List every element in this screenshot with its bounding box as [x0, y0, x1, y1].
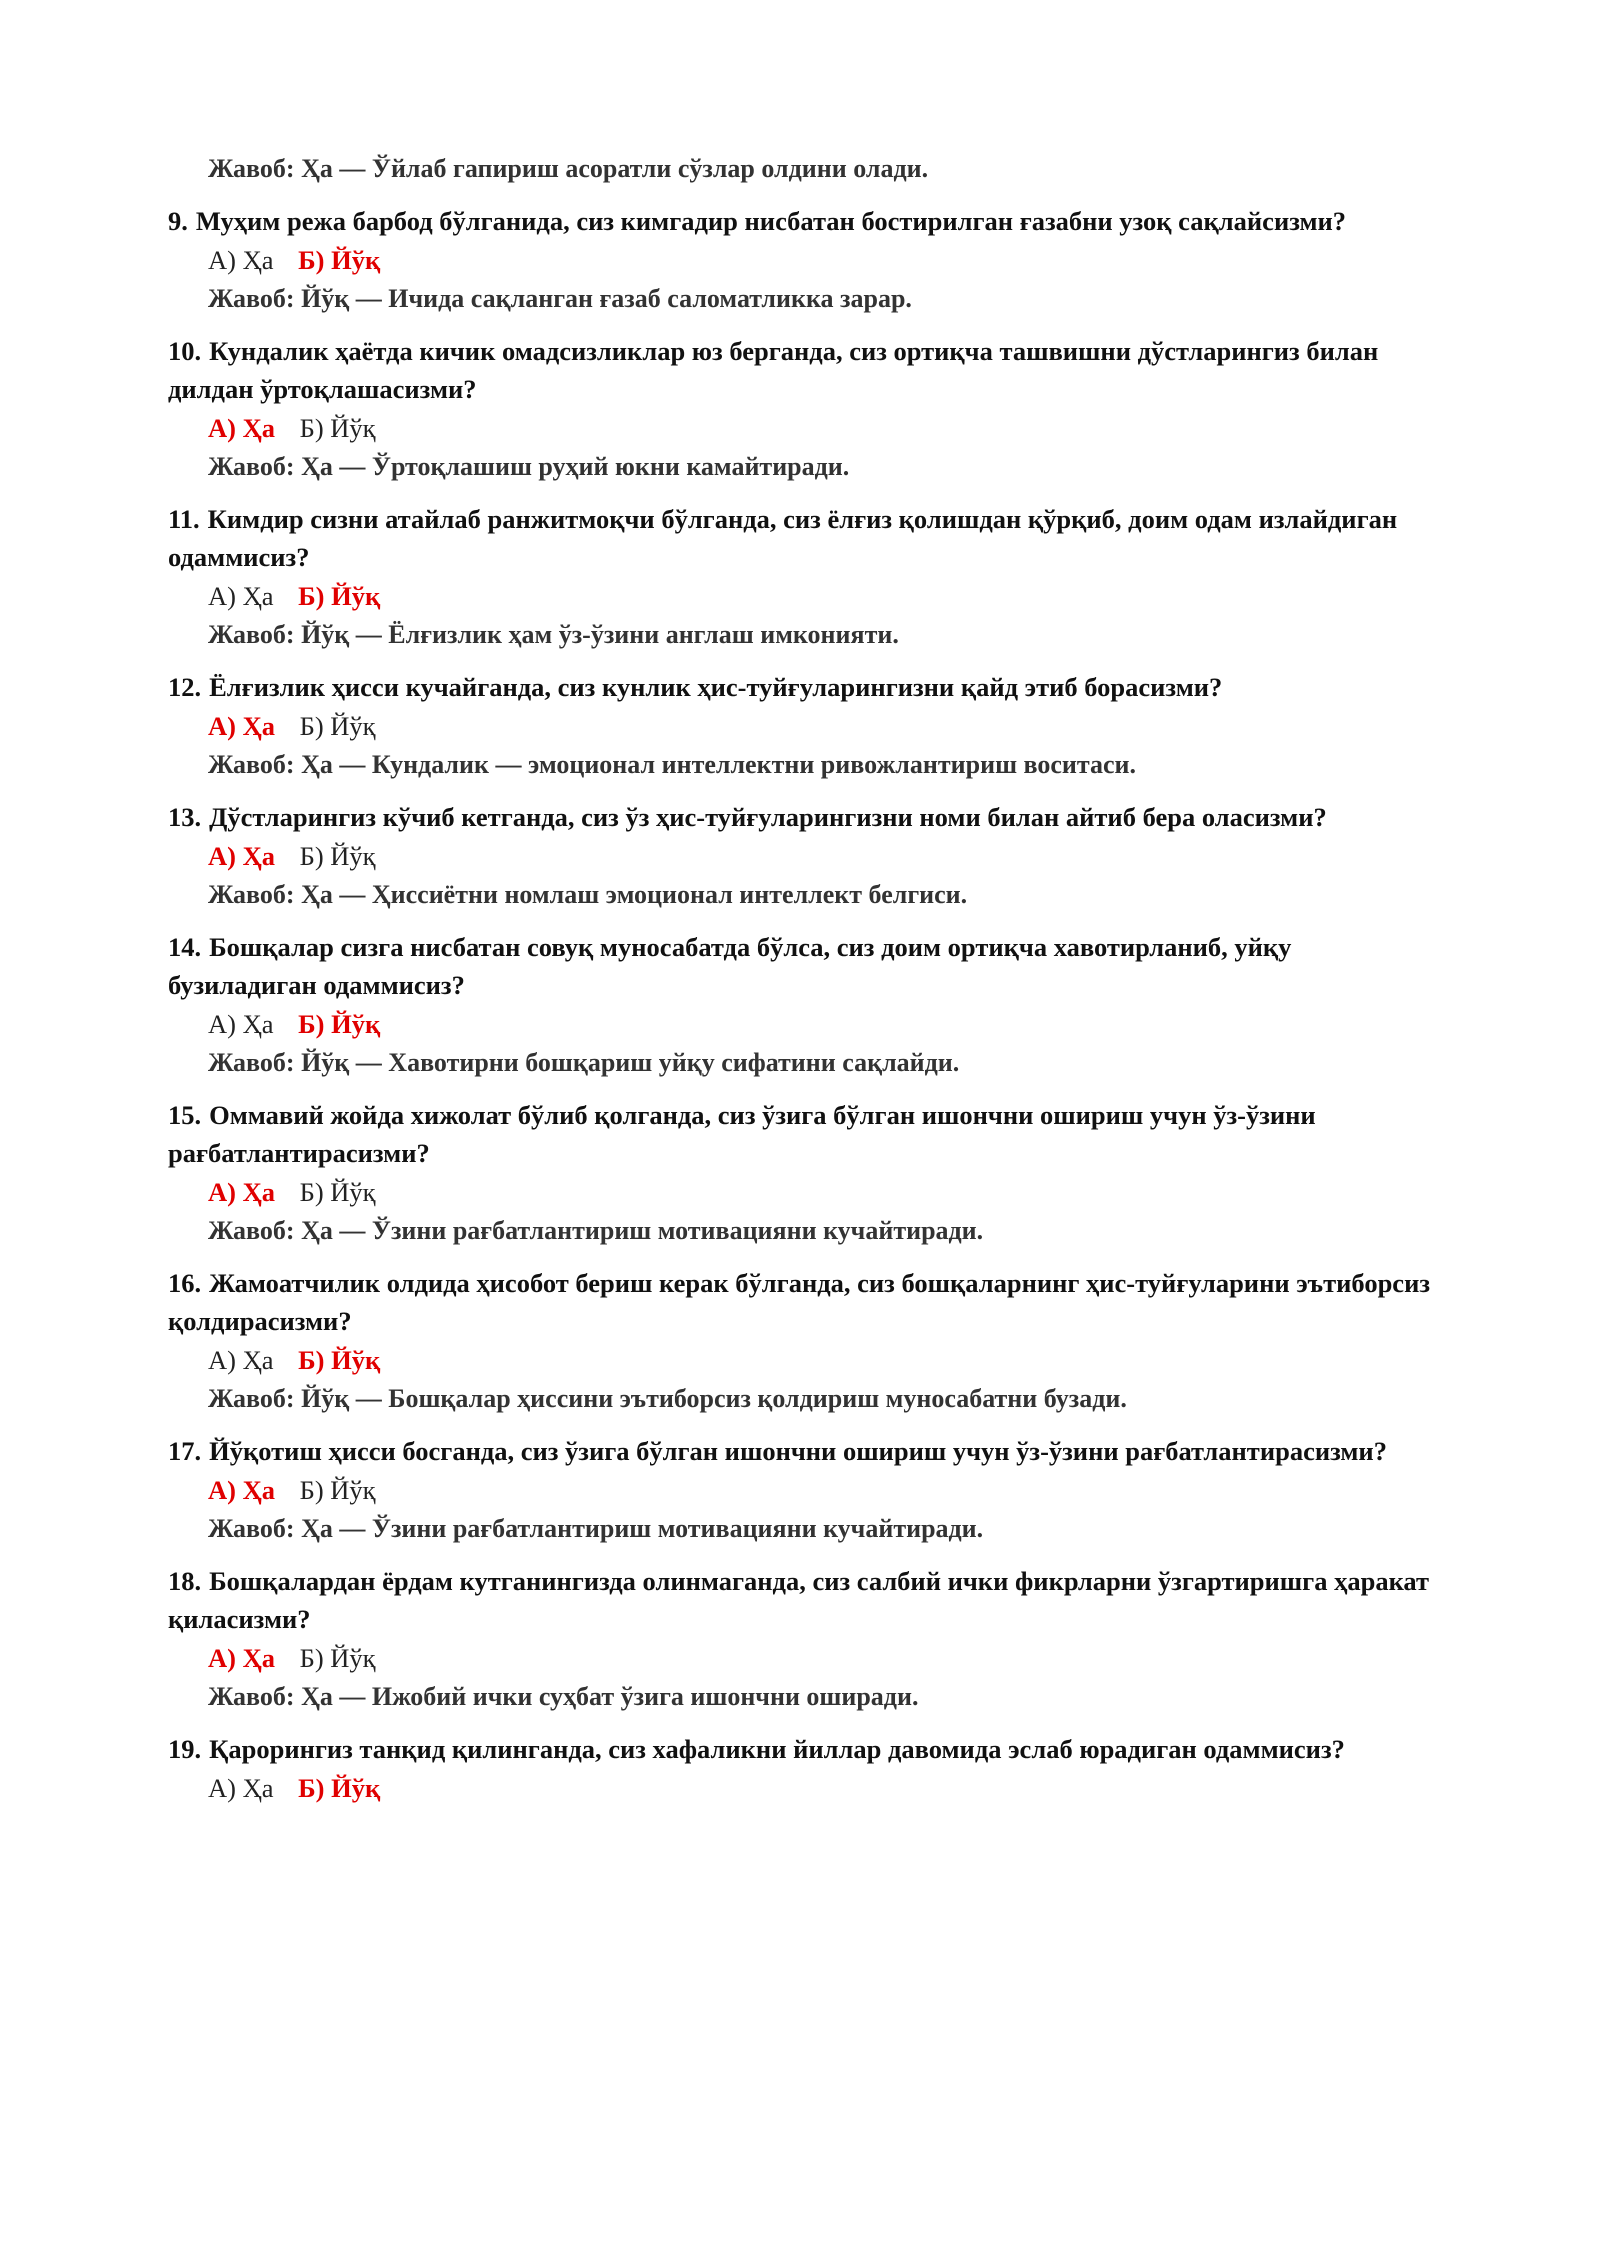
options-row: [208, 1172, 1440, 1212]
option-a[interactable]: А) Ҳа: [208, 413, 275, 443]
question-number: 10.: [168, 336, 202, 366]
options-row: [208, 408, 1440, 448]
option-a[interactable]: А) Ҳа: [208, 1773, 274, 1803]
question-text: [168, 500, 1440, 576]
question-text: [168, 1562, 1440, 1638]
question-text: [168, 928, 1440, 1004]
option-a[interactable]: А) Ҳа: [208, 841, 275, 871]
answer-line: Жавоб: Йўқ — Ичида сақланган ғазаб саломатликка зарар.: [208, 284, 912, 313]
option-b[interactable]: Б) Йўқ: [299, 413, 376, 443]
question-body: Кундалик ҳаётда кичик омадсизликлар юз берганда, сиз ортиқча ташвишни дўстларингиз билан дилдан ўртоқлашасизми?: [168, 336, 1379, 404]
question-item: [168, 1096, 1440, 1250]
question-item: [168, 1264, 1440, 1418]
options-row: [208, 576, 1440, 616]
question-body: Дўстларингиз кўчиб кетганда, сиз ўз ҳис-туйғуларингизни номи билан айтиб бера оласизми?: [209, 802, 1327, 832]
question-body: Қарорингиз танқид қилинганда, сиз хафаликни йиллар давомида эслаб юрадиган одаммисиз?: [209, 1734, 1345, 1764]
option-a[interactable]: А) Ҳа: [208, 581, 274, 611]
question-item: [168, 928, 1440, 1082]
options-row: [208, 1470, 1440, 1510]
options-row: [208, 1768, 1440, 1808]
option-a[interactable]: А) Ҳа: [208, 1345, 274, 1375]
option-b[interactable]: Б) Йўқ: [298, 1009, 381, 1039]
option-b[interactable]: Б) Йўқ: [299, 841, 376, 871]
options-row: [208, 1340, 1440, 1380]
option-b[interactable]: Б) Йўқ: [298, 1345, 381, 1375]
question-item: [168, 1562, 1440, 1716]
options-row: [208, 1638, 1440, 1678]
answer-line: Жавоб: Ҳа — Ўртоқлашиш руҳий юкни камайтиради.: [208, 452, 850, 481]
question-body: Жамоатчилик олдида ҳисобот бериш керак бўлганда, сиз бошқаларнинг ҳис-туйғуларини эътиборсиз қолдирасизми?: [168, 1268, 1430, 1336]
question-item: [168, 1730, 1440, 1808]
question-number: 15.: [168, 1100, 202, 1130]
option-a[interactable]: А) Ҳа: [208, 1009, 274, 1039]
question-body: Муҳим режа барбод бўлганида, сиз кимгадир нисбатан бостирилган ғазабни узоқ сақлайсизми?: [195, 206, 1347, 236]
option-b[interactable]: Б) Йўқ: [299, 711, 376, 741]
options-row: [208, 1004, 1440, 1044]
option-a[interactable]: А) Ҳа: [208, 1177, 275, 1207]
options-row: [208, 706, 1440, 746]
question-number: 11.: [168, 504, 200, 534]
question-item: [168, 202, 1440, 318]
question-number: 19.: [168, 1734, 202, 1764]
option-a[interactable]: А) Ҳа: [208, 1475, 275, 1505]
answer-line: Жавоб: Ҳа — Кундалик — эмоционал интеллектни ривожлантириш воситаси.: [208, 750, 1137, 779]
question-number: 14.: [168, 932, 202, 962]
option-a[interactable]: А) Ҳа: [208, 711, 275, 741]
question-item: [168, 798, 1440, 914]
question-item: [168, 500, 1440, 654]
option-b[interactable]: Б) Йўқ: [298, 1773, 381, 1803]
answer-line: Жавоб: Ҳа — Ўзини рағбатлантириш мотивацияни кучайтиради.: [208, 1216, 984, 1245]
question-body: Бошқалар сизга нисбатан совуқ муносабатда бўлса, сиз доим ортиқча хавотирланиб, уйқу бузиладиган одаммисиз?: [168, 932, 1292, 1000]
question-text: [168, 1432, 1440, 1470]
question-list: [168, 202, 1440, 1808]
question-number: 16.: [168, 1268, 202, 1298]
question-number: 12.: [168, 672, 202, 702]
question-number: 17.: [168, 1436, 202, 1466]
question-item: [168, 332, 1440, 486]
answer-line: Жавоб: Ҳа — Ижобий ички суҳбат ўзига ишончни оширади.: [208, 1682, 919, 1711]
answer-line-q8: Жавоб: Ҳа — Ўйлаб гапириш асоратли сўзлар олдини олади.: [208, 154, 929, 183]
question-body: Кимдир сизни атайлаб ранжитмоқчи бўлганда, сиз ёлғиз қолишдан қўрқиб, доим одам излайдиган одаммисиз?: [168, 504, 1398, 572]
question-body: Йўқотиш ҳисси босганда, сиз ўзига бўлган ишончни ошириш учун ўз-ўзини рағбатлантирасизми?: [209, 1436, 1387, 1466]
question-text: [168, 1730, 1440, 1768]
question-body: Оммавий жойда хижолат бўлиб қолганда, сиз ўзига бўлган ишончни ошириш учун ўз-ўзини рағбатлантирасизми?: [168, 1100, 1316, 1168]
answer-line: Жавоб: Йўқ — Бошқалар ҳиссини эътиборсиз қолдириш муносабатни бузади.: [208, 1384, 1127, 1413]
options-row: [208, 836, 1440, 876]
option-a[interactable]: А) Ҳа: [208, 245, 274, 275]
question-text: [168, 332, 1440, 408]
question-text: [168, 798, 1440, 836]
question-body: Бошқалардан ёрдам кутганингизда олинмаганда, сиз салбий ички фикрларни ўзгартиришга ҳаракат қиласизми?: [168, 1566, 1430, 1634]
option-b[interactable]: Б) Йўқ: [298, 581, 381, 611]
question-number: 13.: [168, 802, 202, 832]
question-number: 18.: [168, 1566, 202, 1596]
question-body: Ёлғизлик ҳисси кучайганда, сиз кунлик ҳис-туйғуларингизни қайд этиб борасизми?: [209, 672, 1223, 702]
question-text: [168, 1096, 1440, 1172]
question-text: [168, 202, 1440, 240]
question-text: [168, 1264, 1440, 1340]
options-row: [208, 240, 1440, 280]
question-item: [168, 1432, 1440, 1548]
question-text: [168, 668, 1440, 706]
option-b[interactable]: Б) Йўқ: [298, 245, 381, 275]
option-b[interactable]: Б) Йўқ: [299, 1177, 376, 1207]
question-number: 9.: [168, 206, 188, 236]
answer-line: Жавоб: Йўқ — Ёлғизлик ҳам ўз-ўзини англаш имконияти.: [208, 620, 899, 649]
answer-line: Жавоб: Ҳа — Ўзини рағбатлантириш мотивацияни кучайтиради.: [208, 1514, 984, 1543]
answer-line: Жавоб: Йўқ — Хавотирни бошқариш уйқу сифатини сақлайди.: [208, 1048, 960, 1077]
option-a[interactable]: А) Ҳа: [208, 1643, 275, 1673]
option-b[interactable]: Б) Йўқ: [299, 1643, 376, 1673]
answer-line: Жавоб: Ҳа — Ҳиссиётни номлаш эмоционал интеллект белгиси.: [208, 880, 968, 909]
question-item: [168, 668, 1440, 784]
option-b[interactable]: Б) Йўқ: [299, 1475, 376, 1505]
